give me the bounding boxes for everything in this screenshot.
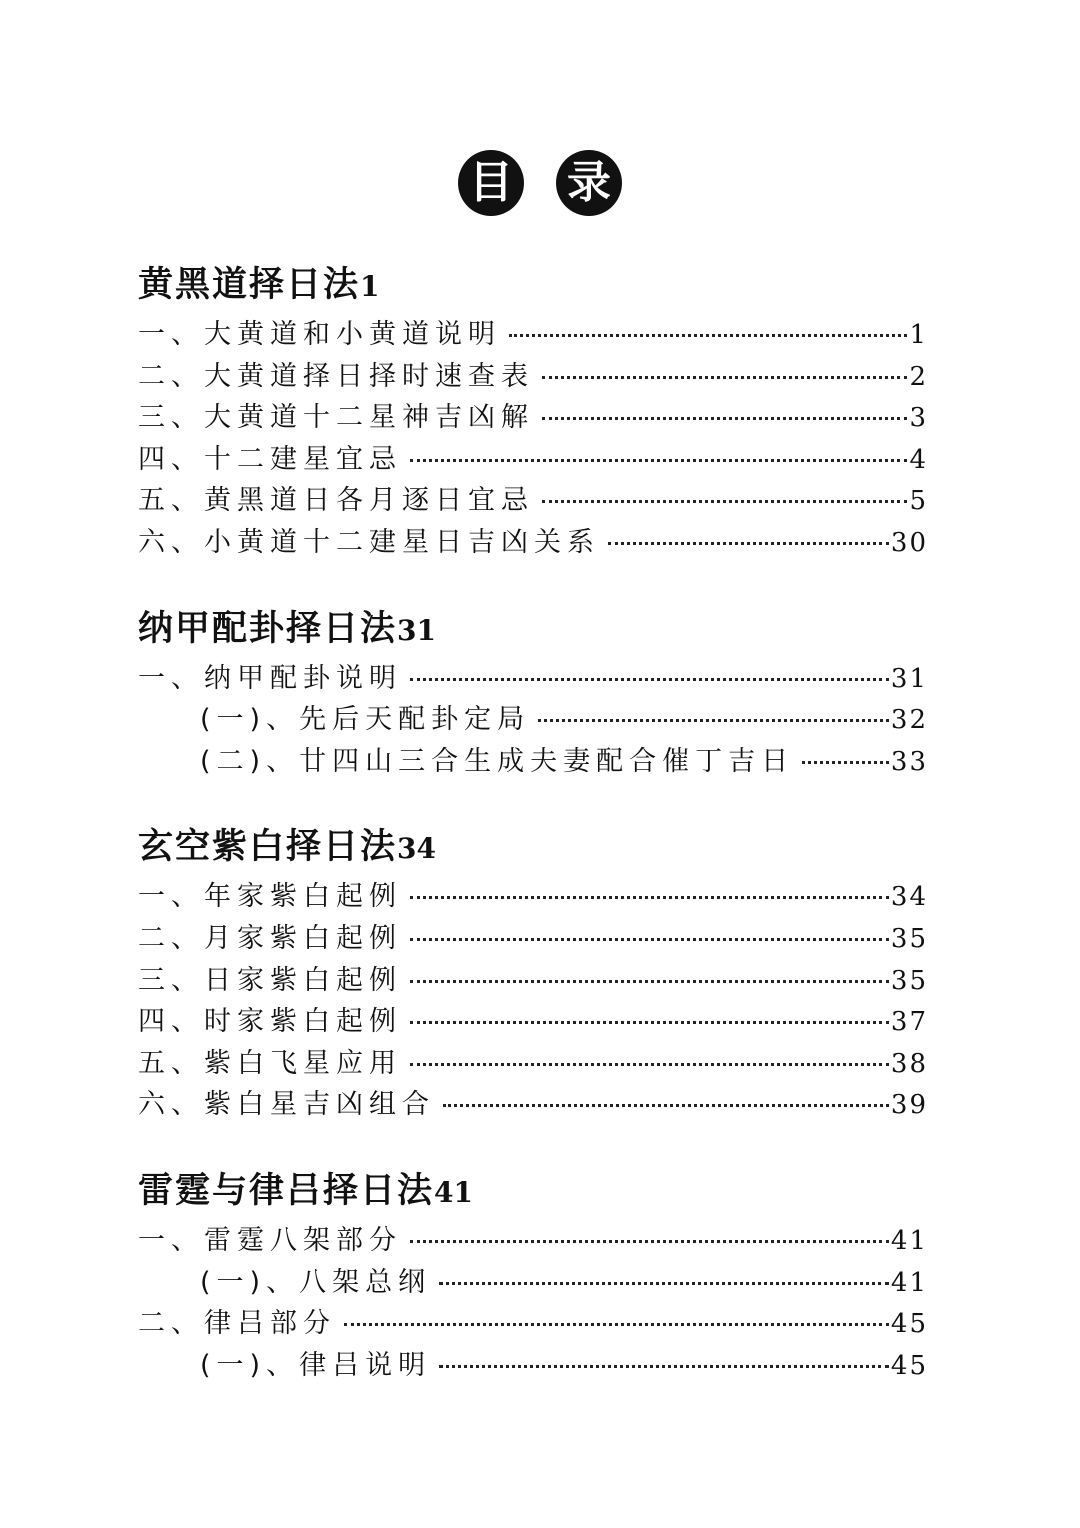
entry-label: (一)、先后天配卦定局 <box>200 704 531 736</box>
entry-page-number: 41 <box>890 1225 928 1256</box>
section-heading <box>138 262 928 314</box>
dot-leader <box>410 677 889 681</box>
toc-section <box>138 1168 928 1386</box>
toc-section <box>138 262 928 564</box>
toc-entry <box>138 314 928 356</box>
section-heading-page: 1 <box>360 270 380 303</box>
toc-section <box>138 824 928 1126</box>
toc-section <box>138 606 928 783</box>
dot-leader <box>443 1103 889 1107</box>
entry-page-number: 34 <box>890 882 928 913</box>
toc-subentry <box>138 1262 928 1304</box>
toc-subentry <box>138 1345 928 1387</box>
entry-page-number: 31 <box>890 663 928 694</box>
section-heading-text: 黄黑道择日法 <box>138 265 361 305</box>
entry-label: 一、大黄道和小黄道说明 <box>138 319 501 350</box>
toc-entry <box>138 1001 928 1043</box>
entry-label: 三、日家紫白起例 <box>138 964 402 996</box>
entry-label: 四、十二建星宜忌 <box>138 443 402 475</box>
section-heading <box>138 606 928 658</box>
toc-entry <box>138 439 928 481</box>
toc-subentry <box>138 699 928 741</box>
entry-page-number: 1 <box>909 320 928 350</box>
section-heading <box>138 824 928 876</box>
entry-page-number: 2 <box>909 361 928 392</box>
dot-leader <box>410 1239 889 1243</box>
entry-label: (一)、律吕说明 <box>200 1349 432 1381</box>
entry-page-number: 38 <box>890 1048 928 1079</box>
entry-label: 六、紫白星吉凶组合 <box>138 1089 435 1121</box>
table-of-contents <box>138 262 928 1428</box>
dot-leader <box>542 375 907 379</box>
entry-page-number: 32 <box>890 705 928 736</box>
entry-label: 六、小黄道十二建星日吉凶关系 <box>138 526 600 558</box>
entry-page-number: 30 <box>890 527 928 558</box>
entry-page-number: 45 <box>890 1309 928 1340</box>
toc-subentry <box>138 741 928 783</box>
toc-entry <box>138 918 928 960</box>
entry-label: 一、雷霆八架部分 <box>138 1224 402 1256</box>
entry-label: 二、月家紫白起例 <box>138 922 402 954</box>
dot-leader <box>410 458 907 462</box>
entry-label: (一)、八架总纲 <box>200 1266 432 1298</box>
dot-leader <box>439 1364 889 1368</box>
title-char-1: 目 <box>458 150 524 216</box>
entry-page-number: 3 <box>909 403 928 434</box>
entry-page-number: 41 <box>890 1267 928 1298</box>
dot-leader <box>410 979 889 983</box>
section-heading-text: 玄空紫白择日法 <box>138 827 398 868</box>
entry-page-number: 35 <box>890 923 928 954</box>
entry-page-number: 4 <box>909 444 928 475</box>
toc-entry <box>138 480 928 522</box>
toc-entry <box>138 522 928 564</box>
entry-page-number: 33 <box>890 746 928 777</box>
entry-page-number: 45 <box>890 1350 928 1381</box>
section-heading-page: 34 <box>397 832 436 866</box>
entry-label: 五、黄黑道日各月逐日宜忌 <box>138 485 534 517</box>
toc-entry <box>138 1043 928 1085</box>
toc-entry <box>138 658 928 700</box>
dot-leader <box>439 1281 889 1285</box>
toc-entry <box>138 1220 928 1262</box>
entry-label: (二)、廿四山三合生成夫妻配合催丁吉日 <box>200 745 795 777</box>
dot-leader <box>509 333 907 337</box>
section-heading-text: 纳甲配卦择日法 <box>138 608 398 649</box>
dot-leader <box>410 1020 889 1024</box>
entry-page-number: 5 <box>909 486 928 517</box>
section-heading-page: 31 <box>397 613 436 647</box>
entry-label: 二、大黄道择日择时速查表 <box>138 360 534 392</box>
dot-leader <box>410 937 889 941</box>
toc-entry <box>138 960 928 1002</box>
dot-leader <box>410 1062 889 1066</box>
entry-page-number: 37 <box>890 1007 928 1038</box>
dot-leader <box>538 718 889 722</box>
toc-entry <box>138 876 928 918</box>
entry-page-number: 35 <box>890 965 928 996</box>
entry-label: 三、大黄道十二星神吉凶解 <box>138 402 534 434</box>
dot-leader <box>344 1322 889 1326</box>
page-title <box>0 150 1080 220</box>
entry-label: 五、紫白飞星应用 <box>138 1047 402 1079</box>
dot-leader <box>542 416 907 420</box>
section-heading-text: 雷霆与律吕择日法 <box>138 1170 435 1211</box>
entry-label: 一、年家紫白起例 <box>138 881 402 913</box>
entry-label: 二、律吕部分 <box>138 1308 336 1340</box>
toc-entry <box>138 356 928 398</box>
dot-leader <box>802 760 889 764</box>
dot-leader <box>608 541 889 545</box>
section-heading <box>138 1168 928 1220</box>
toc-entry <box>138 397 928 439</box>
toc-entry <box>138 1303 928 1345</box>
entry-label: 一、纳甲配卦说明 <box>138 662 402 694</box>
dot-leader <box>542 499 907 503</box>
entry-label: 四、时家紫白起例 <box>138 1006 402 1038</box>
dot-leader <box>410 895 889 899</box>
section-heading-page: 41 <box>434 1175 473 1209</box>
title-char-2: 录 <box>556 150 622 216</box>
toc-entry <box>138 1084 928 1126</box>
entry-page-number: 39 <box>890 1090 928 1121</box>
